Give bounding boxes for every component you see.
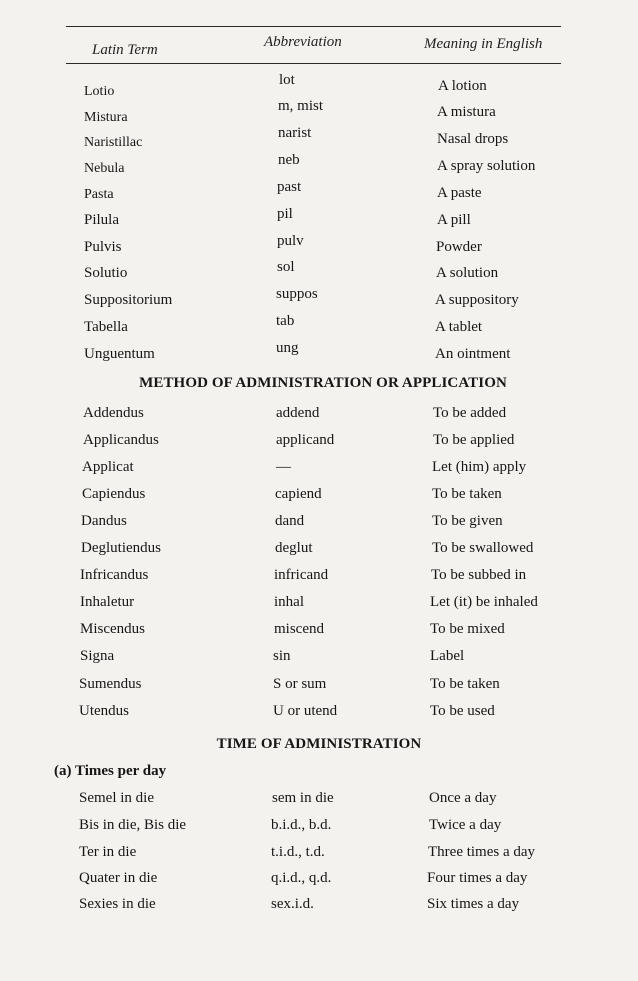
meaning: To be mixed — [430, 621, 505, 637]
top-rule — [66, 26, 561, 27]
abbreviation: narist — [278, 125, 312, 141]
latin-term: Quater in die — [79, 870, 158, 886]
latin-term: Lotio — [84, 84, 115, 99]
header-abbreviation: Abbreviation — [264, 34, 342, 50]
header-rule — [66, 63, 561, 64]
abbreviation: capiend — [275, 486, 322, 502]
abbreviation: ung — [276, 340, 299, 356]
table-row — [0, 259, 638, 287]
latin-term: Signa — [80, 648, 115, 664]
latin-term: Pasta — [84, 187, 114, 202]
latin-term: Suppositorium — [84, 292, 173, 308]
meaning: Once a day — [429, 790, 497, 806]
abbreviation: sol — [277, 259, 295, 275]
latin-term: Pulvis — [84, 239, 122, 255]
abbreviation: lot — [279, 72, 295, 88]
table-row — [0, 179, 638, 207]
abbreviation: b.i.d., b.d. — [271, 817, 332, 833]
meaning: A spray solution — [437, 158, 536, 174]
meaning: A paste — [437, 185, 482, 201]
table-row — [0, 790, 638, 812]
meaning: To be swallowed — [432, 540, 534, 556]
meaning: Twice a day — [429, 817, 502, 833]
meaning: To be taken — [430, 676, 500, 692]
abbreviation: suppos — [276, 286, 318, 302]
abbreviation: past — [277, 179, 302, 195]
table-row — [0, 432, 638, 454]
table-row — [0, 72, 638, 100]
meaning: Powder — [436, 239, 482, 255]
abbreviation: inhal — [274, 594, 304, 610]
table-row — [0, 676, 638, 698]
meaning: Six times a day — [427, 896, 520, 912]
meaning: A suppository — [435, 292, 519, 308]
latin-term: Ter in die — [79, 844, 137, 860]
table-row — [0, 125, 638, 153]
latin-term: Sumendus — [79, 676, 142, 692]
latin-term: Capiendus — [82, 486, 146, 502]
abbreviation: q.i.d., q.d. — [271, 870, 332, 886]
latin-term: Applicat — [82, 459, 134, 475]
section-title-time: TIME OF ADMINISTRATION — [216, 736, 422, 752]
abbreviation: S or sum — [273, 676, 327, 692]
table-row — [0, 621, 638, 643]
table-row — [0, 98, 638, 126]
latin-term: Tabella — [84, 319, 128, 335]
abbreviation: infricand — [274, 567, 329, 583]
latin-term: Dandus — [81, 513, 127, 529]
table-row — [0, 486, 638, 508]
meaning: Three times a day — [428, 844, 536, 860]
table-row — [0, 340, 638, 368]
meaning: To be taken — [432, 486, 502, 502]
table-row — [0, 313, 638, 341]
meaning: An ointment — [435, 346, 511, 362]
table-row — [0, 513, 638, 535]
abbreviation: sin — [273, 648, 291, 664]
latin-term: Deglutiendus — [81, 540, 161, 556]
latin-term: Sexies in die — [79, 896, 156, 912]
table-row — [0, 594, 638, 616]
latin-term: Inhaletur — [80, 594, 135, 610]
abbreviation: dand — [275, 513, 305, 529]
latin-term: Pilula — [84, 212, 120, 228]
latin-term: Nebula — [84, 161, 125, 176]
meaning: A pill — [437, 212, 471, 228]
table-row — [0, 233, 638, 261]
meaning: To be added — [433, 405, 507, 421]
meaning: To be used — [430, 703, 495, 719]
latin-term: Mistura — [84, 110, 128, 125]
table-row — [0, 817, 638, 839]
meaning: A tablet — [435, 319, 483, 335]
abbreviation: m, mist — [278, 98, 324, 114]
latin-term: Naristillac — [84, 135, 143, 150]
abbreviation: neb — [278, 152, 300, 168]
meaning: To be given — [432, 513, 503, 529]
table-row — [0, 870, 638, 892]
latin-term: Utendus — [79, 703, 129, 719]
table-row — [0, 286, 638, 314]
latin-term: Addendus — [83, 405, 144, 421]
meaning: Let (him) apply — [432, 459, 527, 475]
meaning: A mistura — [437, 104, 496, 120]
table-row — [0, 459, 638, 481]
table-row — [0, 152, 638, 180]
header-meaning: Meaning in English — [424, 36, 543, 52]
table-row — [0, 844, 638, 866]
abbreviation: pulv — [277, 233, 304, 249]
abbreviation: U or utend — [273, 703, 338, 719]
abbreviation: tab — [276, 313, 295, 329]
latin-term: Unguentum — [84, 346, 155, 362]
latin-term: Solutio — [84, 265, 128, 281]
abbreviation: applicand — [276, 432, 335, 448]
meaning: Four times a day — [427, 870, 528, 886]
meaning: Nasal drops — [437, 131, 509, 147]
abbreviation: sem in die — [272, 790, 334, 806]
meaning: Let (it) be inhaled — [430, 594, 538, 610]
times-per-day-heading: (a) Times per day — [54, 763, 167, 779]
latin-term: Applicandus — [83, 432, 159, 448]
meaning: To be applied — [433, 432, 515, 448]
latin-term: Bis in die, Bis die — [79, 817, 187, 833]
table-row — [0, 896, 638, 918]
abbreviation: deglut — [275, 540, 313, 556]
section-title-method: METHOD OF ADMINISTRATION OR APPLICATION — [139, 375, 507, 391]
abbreviation: miscend — [274, 621, 324, 637]
abbreviation: pil — [277, 206, 293, 222]
table-row — [0, 703, 638, 725]
meaning: To be subbed in — [431, 567, 527, 583]
latin-term: Infricandus — [80, 567, 149, 583]
table-row — [0, 540, 638, 562]
table-row — [0, 567, 638, 589]
abbreviation: t.i.d., t.d. — [271, 844, 325, 860]
latin-term: Semel in die — [79, 790, 154, 806]
table-row — [0, 206, 638, 234]
abbreviation: addend — [276, 405, 320, 421]
table-row — [0, 405, 638, 427]
table-row — [0, 648, 638, 670]
meaning: A lotion — [438, 78, 487, 94]
abbreviation: — — [276, 459, 291, 475]
abbreviation: sex.i.d. — [271, 896, 314, 912]
header-latin-term: Latin Term — [92, 42, 158, 58]
meaning: Label — [430, 648, 465, 664]
meaning: A solution — [436, 265, 499, 281]
latin-term: Miscendus — [80, 621, 145, 637]
